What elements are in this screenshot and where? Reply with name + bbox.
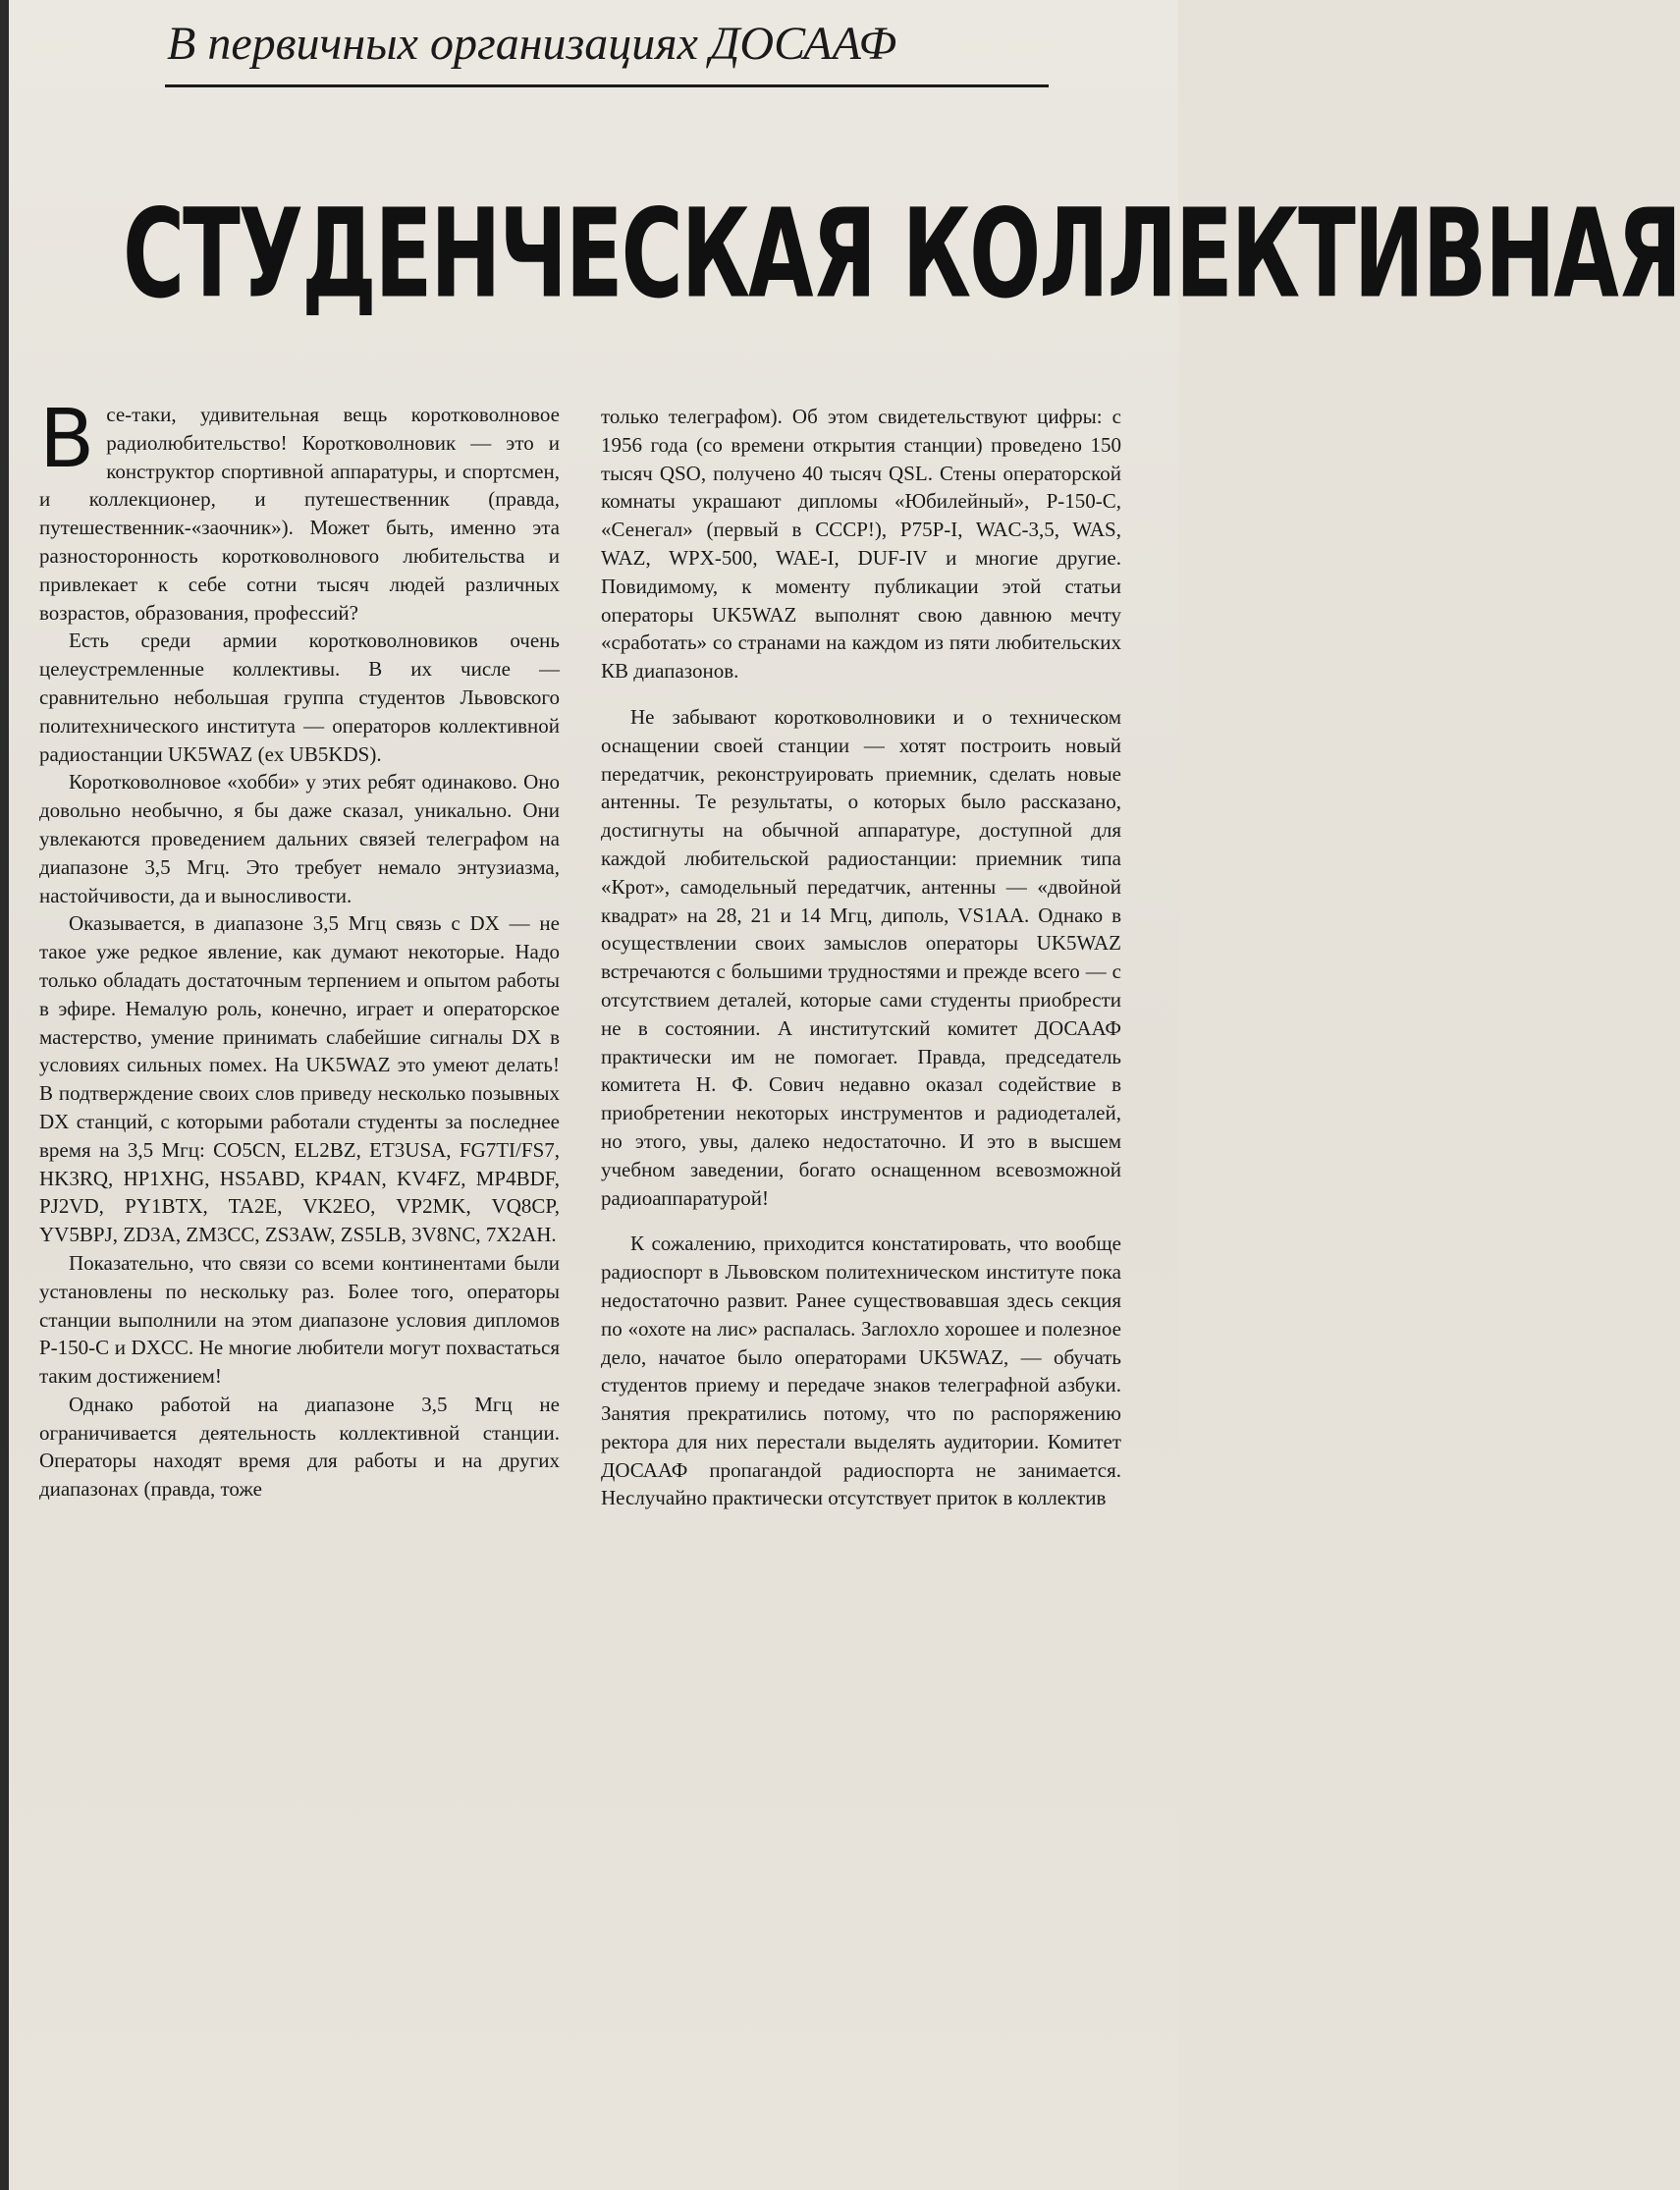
page-edge-rule bbox=[0, 0, 9, 2190]
section-rubric: В первичных организациях ДОСААФ bbox=[167, 18, 897, 70]
article-paragraph: Есть среди армии коротковолновиков очень целеустремленные коллективы. В их числе — сравнительно небольшая группа студентов Львовского политехнического института — операторов коллективной радиостанции UK5WAZ (ex UB5KDS). bbox=[39, 629, 560, 766]
article-headline: СТУДЕНЧЕСКАЯ КОЛЛЕКТИВНАЯ bbox=[123, 184, 1680, 326]
article-paragraph: Оказывается, в диапазоне 3,5 Мгц связь с DX — не такое уже редкое явление, как думают некоторые. Надо только обладать достаточным терпением и опытом работы в эфире. Немалую роль, конечно, играет и операторское мастерство, умение принимать слабейшие сигналы DX в условиях сильных помех. На UK5WAZ это умеют делать! В подтверждение своих слов приведу несколько позывных DX станций, с которыми работали студенты за последнее время на 3,5 Мгц: CO5CN, EL2BZ, ET3USA, FG7TI/FS7, HK3RQ, HP1XHG, HS5ABD, KP4AN, KV4FZ, MP4BDF, PJ2VD, PY1BTX, TA2E, VK2EO, VP2MK, VQ8CP, YV5BPJ, ZD3A, ZM3CC, ZS3AW, ZS5LB, 3V8NC, 7X2AH. bbox=[39, 911, 560, 1247]
rubric-underline bbox=[165, 84, 1049, 87]
paragraph-text: се-таки, удивительная вещь коротковолновое радиолюбительство! Коротковолновик — это и конструктор спортивной аппаратуры, и спортсмен, и коллекционер, и путешественник (правда, путешественник-«заочник»). Может быть, именно эта разносторонность коротковолнового любительства и привлекает к себе сотни тысяч людей различных возрастов, образования, профессий? bbox=[39, 403, 560, 625]
drop-cap: В bbox=[39, 393, 95, 486]
article-column-left bbox=[39, 393, 560, 2168]
article-paragraph: Однако работой на диапазоне 3,5 Мгц не ограничивается деятельность коллективной станции. Операторы находят время для работы и на других диапазонах (правда, тоже bbox=[39, 1392, 560, 1502]
article-column-right bbox=[601, 403, 1121, 2170]
article-paragraph: К сожалению, приходится констатировать, что вообще радиоспорт в Львовском политехническом институте пока недостаточно развит. Ранее существовавшая здесь секция по «охоте на лис» распалась. Заглохло хорошее и полезное дело, начатое было операторами UK5WAZ, — обучать студентов приему и передаче знаков телеграфной азбуки. Занятия прекратились потому, что по распоряжению ректора для них перестали выделять аудитории. Комитет ДОСААФ пропагандой радиоспорта не занимается. Неслучайно практически отсутствует приток в коллектив bbox=[601, 1232, 1121, 1510]
article-paragraph: только телеграфом). Об этом свидетельствуют цифры: с 1956 года (со времени открытия станции) проведено 150 тысяч QSO, получено 40 тысяч QSL. Стены операторской комнаты украшают дипломы «Юбилейный», Р-150-С, «Сенегал» (первый в СССР!), Р75Р-I, WAC-3,5, WAS, WAZ, WPX-500, WAE-I, DUF-IV и многие другие. Повидимому, к моменту публикации этой статьи операторы UK5WAZ выполнят свою давнюю мечту «сработать» со странами на каждом из пяти любительских КВ диапазонов. bbox=[601, 405, 1121, 684]
article-paragraph: Коротковолновое «хобби» у этих ребят одинаково. Оно довольно необычно, я бы даже сказал, уникально. Они увлекаются проведением дальних связей телеграфом на диапазоне 3,5 Мгц. Это требует немало энтузиазма, настойчивости, да и выносливости. bbox=[39, 770, 560, 907]
article-paragraph bbox=[39, 393, 560, 627]
article-paragraph: Не забывают коротковолновики и о техническом оснащении своей станции — хотят построить новый передатчик, реконструировать приемник, сделать новые антенны. Те результаты, о которых было рассказано, достигнуты на обычной аппаратуре, доступной для каждой любительской радиостанции: приемник типа «Крот», самодельный передатчик, антенны — «двойной квадрат» на 28, 21 и 14 Мгц, диполь, VS1AA. Однако в осуществлении своих замыслов операторы UK5WAZ встречаются с большими трудностями и прежде всего — с отсутствием деталей, которые сами студенты приобрести не в состоянии. А институтский комитет ДОСААФ практически им не помогает. Правда, председатель комитета Н. Ф. Сович недавно оказал содействие в приобретении некоторых инструментов и радиодеталей, но этого, увы, далеко недостаточно. И это в высшем учебном заведении, богато оснащенном всевозможной радиоаппаратурой! bbox=[601, 704, 1121, 1210]
article-paragraph: Показательно, что связи со всеми континентами были установлены по нескольку раз. Более того, операторы станции выполнили на этом диапазоне условия дипломов Р-150-С и DXCC. Не многие любители могут похвастаться таким достижением! bbox=[39, 1250, 560, 1389]
